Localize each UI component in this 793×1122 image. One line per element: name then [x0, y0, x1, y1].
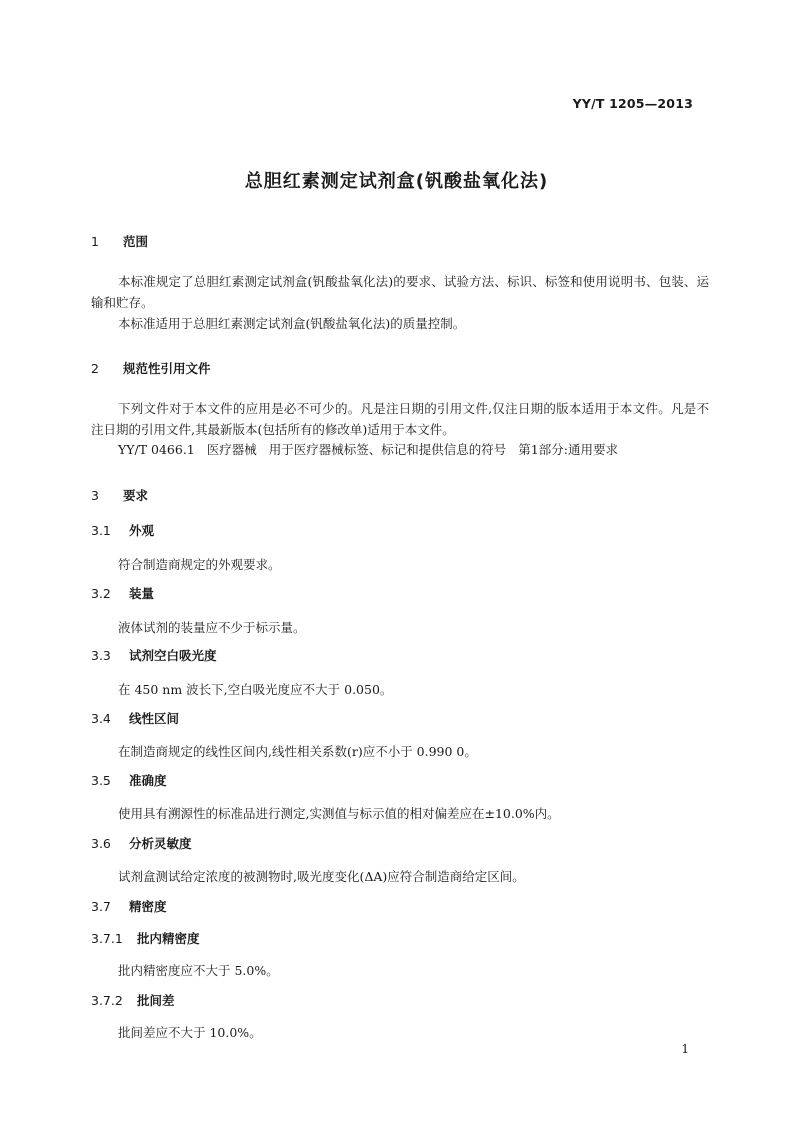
section-title: 批间差 [137, 993, 175, 1008]
section-3-5-heading [91, 771, 167, 789]
section-title: 精密度 [129, 899, 167, 914]
section-3-7-2-text: 批间差应不大于 10.0%。 [118, 1025, 262, 1040]
section-number: 3.4 [91, 711, 111, 726]
normative-reference [118, 440, 618, 458]
reference-code: YY/T 0466.1 [118, 442, 195, 457]
section-3-7-1-text: 批内精密度应不大于 5.0%。 [118, 963, 279, 978]
section-title: 试剂空白吸光度 [129, 648, 217, 663]
section-number: 3 [91, 488, 99, 503]
section-3-5-text: 使用具有溯源性的标准品进行测定,实测值与标示值的相对偏差应在±10.0%内。 [118, 806, 560, 821]
page-number: 1 [681, 1042, 689, 1056]
section-number: 3.2 [91, 586, 111, 601]
section-3-3-text: 在 450 nm 波长下,空白吸光度应不大于 0.050。 [118, 682, 393, 697]
section-1-paragraph-2: 本标准适用于总胆红素测定试剂盒(钒酸盐氧化法)的质量控制。 [118, 316, 466, 331]
section-3-4-text: 在制造商规定的线性区间内,线性相关系数(r)应不小于 0.990 0。 [118, 744, 477, 759]
section-3-2-heading [91, 584, 154, 602]
section-number: 3.5 [91, 773, 111, 788]
section-title: 外观 [129, 523, 155, 538]
section-number: 3.1 [91, 523, 111, 538]
section-number: 3.7.2 [91, 993, 123, 1008]
section-3-7-heading [91, 897, 167, 915]
document-title: 总胆红素测定试剂盒(钒酸盐氧化法) [244, 171, 549, 192]
section-3-7-2-heading [91, 991, 175, 1009]
section-number: 3.7.1 [91, 931, 123, 946]
standard-code: YY/T 1205—2013 [572, 96, 693, 111]
section-number: 3.7 [91, 899, 111, 914]
section-title: 要求 [123, 488, 149, 503]
section-3-2-text: 液体试剂的装量应不少于标示量。 [118, 620, 306, 635]
section-2-heading [91, 359, 211, 377]
section-3-4-heading [91, 709, 179, 727]
section-3-3-heading [91, 646, 217, 664]
reference-subtitle: 用于医疗器械标签、标记和提供信息的符号 [268, 442, 507, 457]
reference-part: 第1部分:通用要求 [518, 442, 618, 457]
section-3-6-text: 试剂盒测试给定浓度的被测物时,吸光度变化(ΔA)应符合制造商给定区间。 [118, 869, 525, 884]
section-3-heading [91, 486, 148, 504]
section-number: 3.3 [91, 648, 111, 663]
section-title: 批内精密度 [137, 931, 200, 946]
section-title: 准确度 [129, 773, 167, 788]
section-3-6-heading [91, 834, 192, 852]
section-number: 3.6 [91, 836, 111, 851]
section-1-paragraph-1: 本标准规定了总胆红素测定试剂盒(钒酸盐氧化法)的要求、试验方法、标识、标签和使用说明书、包装、运输和贮存。 [91, 274, 709, 310]
section-title: 分析灵敏度 [129, 836, 192, 851]
section-3-1-text: 符合制造商规定的外观要求。 [118, 557, 281, 572]
section-1-heading [91, 232, 148, 250]
section-2-paragraph-1: 下列文件对于本文件的应用是必不可少的。凡是注日期的引用文件,仅注日期的版本适用于本文件。凡是不注日期的引用文件,其最新版本(包括所有的修改单)适用于本文件。 [91, 401, 709, 437]
section-number: 2 [91, 361, 99, 376]
section-3-7-1-heading [91, 929, 200, 947]
section-title: 装量 [129, 586, 155, 601]
section-title: 范围 [123, 234, 149, 249]
section-number: 1 [91, 234, 99, 249]
section-title: 线性区间 [129, 711, 180, 726]
reference-title: 医疗器械 [206, 442, 257, 457]
section-3-1-heading [91, 521, 154, 539]
section-title: 规范性引用文件 [123, 361, 211, 376]
